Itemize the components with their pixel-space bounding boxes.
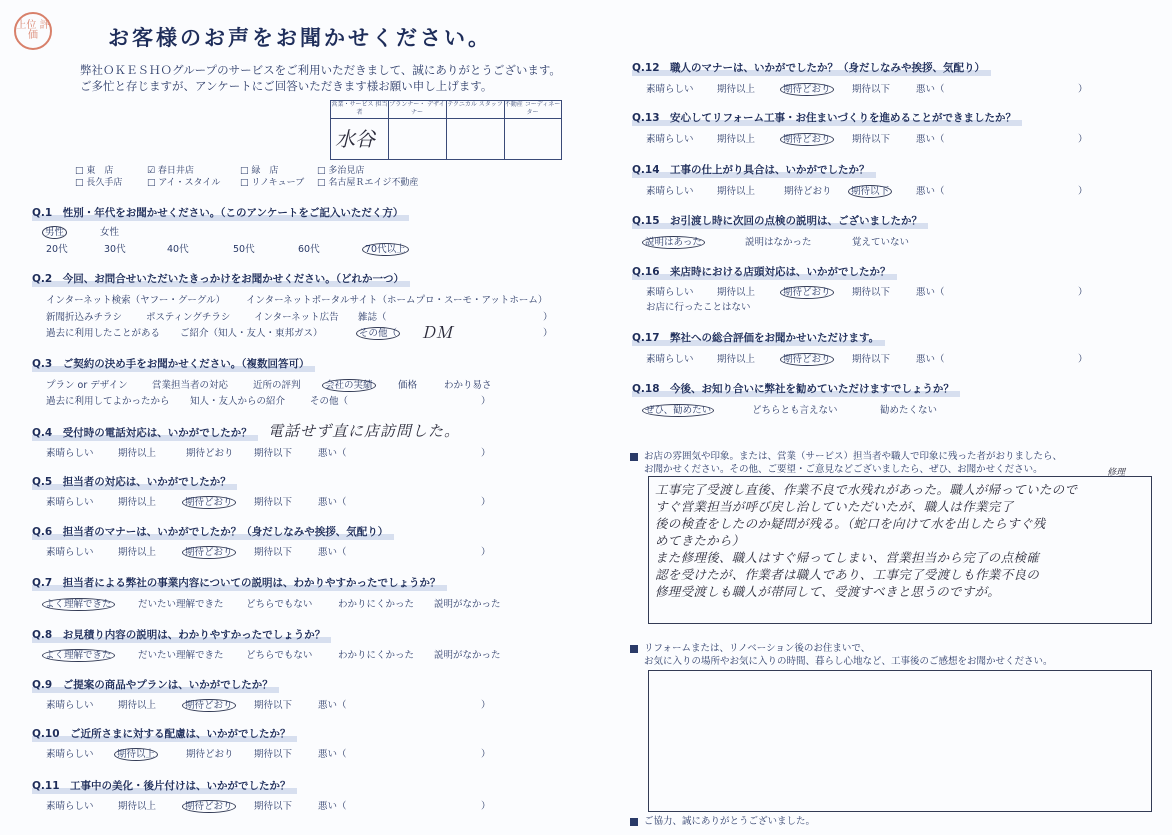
staff-table	[330, 100, 562, 160]
q15-not-explained[interactable]: 説明はなかった	[745, 237, 812, 248]
question-9-text: Q.9 ご提案の商品やプランは、いかがでしたか？	[32, 679, 273, 691]
q9-bad[interactable]: 悪い（	[318, 700, 347, 711]
staff-cell-technical	[446, 101, 505, 159]
q14-bad[interactable]: 悪い（	[916, 186, 945, 197]
q15-dont-remember[interactable]: 覚えていない	[852, 237, 910, 248]
store-higashi[interactable]: □ 東 店	[75, 166, 114, 176]
q2-referral[interactable]: ご紹介（知人・友人・東邦ガス）	[180, 328, 323, 339]
q10-above[interactable]: 期待以上	[114, 748, 158, 761]
question-5	[32, 474, 231, 489]
q8-no-explanation[interactable]: 説明がなかった	[434, 650, 501, 661]
q3-other[interactable]: その他（	[310, 396, 349, 407]
q16-never-visited[interactable]: お店に行ったことはない	[646, 302, 751, 313]
reform-prompt-line-2: お気に入りの場所やお気に入りの時間、暮らし心地など、工事後のご感想をお聞かせください。	[644, 656, 1053, 667]
q11-excellent[interactable]: 素晴らしい	[46, 801, 94, 812]
q3-reputation[interactable]: 近所の評判	[253, 380, 301, 391]
q2-magazine[interactable]: 雑誌（	[358, 312, 387, 323]
q18-recommend[interactable]: ぜひ、勧めたい	[642, 404, 714, 417]
question-7	[32, 575, 441, 590]
q1-age-50s[interactable]: 50代	[233, 244, 255, 255]
q14-excellent[interactable]: 素晴らしい	[646, 186, 694, 197]
question-7-text: Q.7 担当者による弊社の事業内容についての説明は、わかりやすかったでしょうか？	[32, 577, 441, 589]
q16-expected[interactable]: 期待どおり	[780, 286, 834, 299]
question-6-text: Q.6 担当者のマナーは、いかがでしたか？（身だしなみや挨拶、気配り）	[32, 526, 389, 538]
q9-excellent[interactable]: 素晴らしい	[46, 700, 94, 711]
question-5-text: Q.5 担当者の対応は、いかがでしたか？	[32, 476, 231, 488]
q5-above[interactable]: 期待以上	[118, 497, 157, 508]
question-15	[632, 213, 922, 228]
q4-above[interactable]: 期待以上	[118, 448, 157, 459]
q5-bad[interactable]: 悪い（	[318, 497, 347, 508]
q12-above[interactable]: 期待以上	[717, 84, 756, 95]
q11-expected[interactable]: 期待どおり	[182, 800, 236, 813]
question-8-text: Q.8 お見積り内容の説明は、わかりやすかったでしょうか？	[32, 629, 326, 641]
question-16	[632, 264, 891, 279]
comment-line: すぐ営業担当が呼び戻し治していただいたが、職人は作業完了	[655, 499, 1014, 514]
comment-line: 後の検査をしたのか疑問が残る。（蛇口を向けて水を出したらすぐ残	[655, 516, 1046, 531]
q2-newspaper-flyer[interactable]: 新聞折込みチラシ	[46, 312, 123, 323]
page-title: お客様のお声をお聞かせください。	[108, 26, 492, 50]
q8-mostly-understood[interactable]: だいたい理解できた	[138, 650, 224, 661]
staff-header-technical: テクニカル スタッフ	[446, 101, 504, 119]
q9-above[interactable]: 期待以上	[118, 700, 157, 711]
staff-header-sales: 営業・サービス 担当者	[331, 101, 388, 119]
q16-above[interactable]: 期待以上	[717, 287, 756, 298]
q3-other-close: ）	[481, 396, 491, 407]
q8-neutral[interactable]: どちらでもない	[246, 650, 313, 661]
q17-bad-close: ）	[1078, 354, 1088, 365]
q7-hard[interactable]: わかりにくかった	[338, 599, 415, 610]
q13-bad[interactable]: 悪い（	[916, 134, 945, 145]
q2-internet-search[interactable]: インターネット検索（ヤフー・グーグル）	[46, 295, 226, 306]
question-3-text: Q.3 ご契約の決め手をお聞かせください。（複数回答可）	[32, 358, 310, 370]
q9-below[interactable]: 期待以下	[254, 700, 293, 711]
q7-neutral[interactable]: どちらでもない	[246, 599, 313, 610]
q17-above[interactable]: 期待以上	[717, 354, 756, 365]
q2-other-handwritten[interactable]: ＤＭ	[420, 323, 453, 342]
q11-above[interactable]: 期待以上	[118, 801, 157, 812]
q2-portal-site[interactable]: インターネットポータルサイト（ホームプロ・スーモ・アットホーム）	[246, 295, 548, 306]
question-1-text: Q.1 性別・年代をお聞かせください。（このアンケートをご記入いただく方）	[32, 207, 404, 219]
q4-excellent[interactable]: 素晴らしい	[46, 448, 94, 459]
q9-bad-close: ）	[481, 700, 491, 711]
question-12	[632, 60, 985, 75]
staff-header-realestate: 不動産 コーディネーター	[504, 101, 561, 119]
q7-mostly-understood[interactable]: だいたい理解できた	[138, 599, 224, 610]
q2-other-close: ）	[543, 328, 553, 339]
question-15-text: Q.15 お引渡し時に次回の点検の説明は、ございましたか？	[632, 215, 923, 227]
q17-below[interactable]: 期待以下	[852, 354, 891, 365]
q17-excellent[interactable]: 素晴らしい	[646, 354, 694, 365]
q6-expected[interactable]: 期待どおり	[182, 546, 236, 559]
hanko-stamp: 上位 評価	[14, 12, 52, 50]
q5-excellent[interactable]: 素晴らしい	[46, 497, 94, 508]
staff-cell-planner	[388, 101, 447, 159]
q12-bad[interactable]: 悪い（	[916, 84, 945, 95]
q14-bad-close: ）	[1078, 186, 1088, 197]
store-renocube[interactable]: □ リノキューブ	[240, 178, 305, 188]
question-17-text: Q.17 弊社への総合評価をお聞かせいただけます。	[632, 332, 880, 344]
q13-above[interactable]: 期待以上	[717, 134, 756, 145]
staff-cell-sales	[331, 101, 389, 159]
staff-header-planner: プランナー・ デザイナー	[388, 101, 446, 119]
q18-not-recommend[interactable]: 勧めたくない	[880, 405, 938, 416]
q3-price[interactable]: 価格	[398, 380, 418, 391]
q3-friend-referral[interactable]: 知人・友人からの紹介	[190, 396, 286, 407]
q3-clarity[interactable]: わかり易さ	[444, 380, 492, 391]
question-9	[32, 677, 273, 692]
store-nagoya-r-age[interactable]: □ 名古屋Ｒエイジ不動産	[317, 178, 419, 188]
comment-line: めてきたから）	[655, 533, 745, 548]
q2-posting-flyer[interactable]: ポスティングチラシ	[146, 312, 231, 323]
q2-past-use[interactable]: 過去に利用したことがある	[46, 328, 161, 339]
question-11	[32, 778, 291, 793]
reform-prompt	[630, 642, 1053, 668]
section-square-icon	[630, 818, 638, 826]
comment-prompt-line-2: お聞かせください。その他、ご要望・ご意見などございましたら、ぜひ、お聞かせください。	[644, 464, 1043, 475]
q18-neutral[interactable]: どちらとも言えない	[752, 405, 838, 416]
section-square-icon	[630, 453, 638, 461]
question-17	[632, 330, 879, 345]
q10-bad-close: ）	[481, 749, 491, 760]
q17-bad[interactable]: 悪い（	[916, 354, 945, 365]
section-square-icon	[630, 645, 638, 653]
q3-past-good[interactable]: 過去に利用してよかったから	[46, 396, 170, 407]
question-18	[632, 381, 954, 396]
comment-line: 修理受渡しも職人が帯同して、受渡すべきと思うのですが。	[655, 584, 1001, 599]
question-2-text: Q.2 今回、お問合せいただいたきっかけをお聞かせください。（どれか一つ）	[32, 273, 404, 285]
q7-no-explanation[interactable]: 説明がなかった	[434, 599, 501, 610]
q11-bad[interactable]: 悪い（	[318, 801, 347, 812]
q1-gender-male[interactable]: 男性	[42, 226, 67, 239]
question-11-text: Q.11 工事中の美化・後片付けは、いかがでしたか？	[32, 780, 291, 792]
q11-below[interactable]: 期待以下	[254, 801, 293, 812]
q13-excellent[interactable]: 素晴らしい	[646, 134, 694, 145]
store-nagakute[interactable]: □ 長久手店	[75, 178, 123, 188]
q14-expected[interactable]: 期待どおり	[784, 186, 832, 197]
q4-below[interactable]: 期待以下	[254, 448, 293, 459]
q15-explained[interactable]: 説明はあった	[642, 236, 705, 249]
q1-age-20s[interactable]: 20代	[46, 244, 68, 255]
question-10	[32, 726, 291, 741]
question-14	[632, 162, 870, 177]
q3-sales-response[interactable]: 営業担当者の対応	[152, 380, 229, 391]
footer-text: ご協力、誠にありがとうございました。	[644, 816, 816, 827]
q10-expected[interactable]: 期待どおり	[186, 749, 234, 760]
q12-excellent[interactable]: 素晴らしい	[646, 84, 694, 95]
reform-prompt-line-1: リフォームまたは、リノベーション後のお住まいで、	[644, 643, 871, 654]
q1-age-60s[interactable]: 60代	[298, 244, 320, 255]
q7-understood-well[interactable]: よく理解できた	[42, 598, 115, 611]
q6-bad-close: ）	[481, 547, 491, 558]
q13-expected[interactable]: 期待どおり	[780, 133, 834, 146]
q1-age-30s[interactable]: 30代	[104, 244, 126, 255]
question-10-text: Q.10 ご近所さまに対する配慮は、いかがでしたか？	[32, 728, 291, 740]
question-14-text: Q.14 工事の仕上がり具合は、いかがでしたか？	[632, 164, 870, 176]
q5-below[interactable]: 期待以下	[254, 497, 293, 508]
reform-impression-box[interactable]	[648, 670, 1152, 812]
q10-bad[interactable]: 悪い（	[318, 749, 347, 760]
q10-excellent[interactable]: 素晴らしい	[46, 749, 94, 760]
question-13-text: Q.13 安心してリフォーム工事・お住まいづくりを進めることができましたか？	[632, 112, 1017, 124]
q16-below[interactable]: 期待以下	[852, 287, 891, 298]
q12-below[interactable]: 期待以下	[852, 84, 891, 95]
q12-expected[interactable]: 期待どおり	[780, 83, 834, 96]
question-6	[32, 524, 388, 539]
q12-bad-close: ）	[1078, 84, 1088, 95]
comment-prompt	[630, 450, 1062, 476]
intro-line-2: ご多忙と存じますが、アンケートにご回答いただきます様お願い申し上げます。	[80, 79, 493, 93]
q9-expected[interactable]: 期待どおり	[182, 699, 236, 712]
question-4-text: Q.4 受付時の電話対応は、いかがでしたか？	[32, 427, 252, 439]
comment-line: 認を受けたが、作業者は職人であり、工事完了受渡しも作業不良の	[655, 567, 1040, 582]
q2-internet-ad[interactable]: インターネット広告	[254, 312, 339, 323]
q10-below[interactable]: 期待以下	[254, 749, 293, 760]
question-12-text: Q.12 職人のマナーは、いかがでしたか？（身だしなみや挨拶、気配り）	[632, 62, 986, 74]
q16-bad-close: ）	[1078, 287, 1088, 298]
q17-expected[interactable]: 期待どおり	[780, 353, 834, 366]
question-1	[32, 205, 403, 220]
q2-other[interactable]: その他（	[356, 327, 400, 340]
q8-understood-well[interactable]: よく理解できた	[42, 649, 115, 662]
q8-hard[interactable]: わかりにくかった	[338, 650, 415, 661]
store-tajimi[interactable]: □ 多治見店	[317, 166, 365, 176]
q11-bad-close: ）	[481, 801, 491, 812]
q1-age-70s-plus[interactable]: 70代以上	[362, 243, 409, 256]
staff-cell-realestate	[504, 101, 561, 159]
q6-below[interactable]: 期待以下	[254, 547, 293, 558]
comment-insert-note: 修理	[1107, 468, 1126, 478]
q3-plan-design[interactable]: プラン or デザイン	[46, 380, 128, 391]
q5-bad-close: ）	[481, 497, 491, 508]
q1-gender-female[interactable]: 女性	[100, 227, 120, 238]
q6-excellent[interactable]: 素晴らしい	[46, 547, 94, 558]
q4-bad[interactable]: 悪い（	[318, 448, 347, 459]
question-16-text: Q.16 来店時における店頭対応は、いかがでしたか？	[632, 266, 891, 278]
question-18-text: Q.18 今後、お知り合いに弊社を勧めていただけますでしょうか？	[632, 383, 954, 395]
q4-expected[interactable]: 期待どおり	[186, 448, 234, 459]
store-midori[interactable]: □ 緑 店	[240, 166, 279, 176]
q14-above[interactable]: 期待以上	[717, 186, 756, 197]
comment-prompt-line-1: お店の雰囲気や印象。または、営業（サービス）担当者や職人で印象に残った者がおりましたら、	[644, 451, 1063, 462]
q4-handwritten-comment[interactable]: 電話せず直に店訪問した。	[268, 422, 461, 440]
q6-bad[interactable]: 悪い（	[318, 547, 347, 558]
question-2	[32, 271, 404, 286]
comment-line: また修理後、職人はすぐ帰ってしまい、営業担当から完了の点検確	[655, 550, 1040, 565]
q6-above[interactable]: 期待以上	[118, 547, 157, 558]
q14-below[interactable]: 期待以下	[848, 185, 892, 198]
comment-text	[655, 481, 1147, 600]
q2-magazine-close: ）	[543, 312, 553, 323]
q4-bad-close: ）	[481, 448, 491, 459]
q13-below[interactable]: 期待以下	[852, 134, 891, 145]
question-13	[632, 110, 1016, 125]
staff-sales-name[interactable]: 水谷	[335, 127, 375, 151]
comment-line: 工事完了受渡し直後、作業不良で水残れがあった。職人が帰っていたので	[655, 482, 1078, 497]
question-8	[32, 627, 325, 642]
store-kasugai[interactable]: ☑ 春日井店	[147, 166, 194, 176]
q16-bad[interactable]: 悪い（	[916, 287, 945, 298]
q3-company-record[interactable]: 会社の実績	[322, 379, 376, 392]
q5-expected[interactable]: 期待どおり	[182, 496, 236, 509]
intro-line-1: 弊社ＯＫＥＳＨＯグループのサービスをご利用いただきまして、誠にありがとうございます。	[80, 63, 561, 77]
store-i-style[interactable]: □ アイ・スタイル	[147, 178, 221, 188]
q13-bad-close: ）	[1078, 134, 1088, 145]
q1-age-40s[interactable]: 40代	[167, 244, 189, 255]
question-3	[32, 356, 309, 371]
q16-excellent[interactable]: 素晴らしい	[646, 287, 694, 298]
question-4	[32, 425, 252, 440]
footer	[630, 815, 815, 828]
